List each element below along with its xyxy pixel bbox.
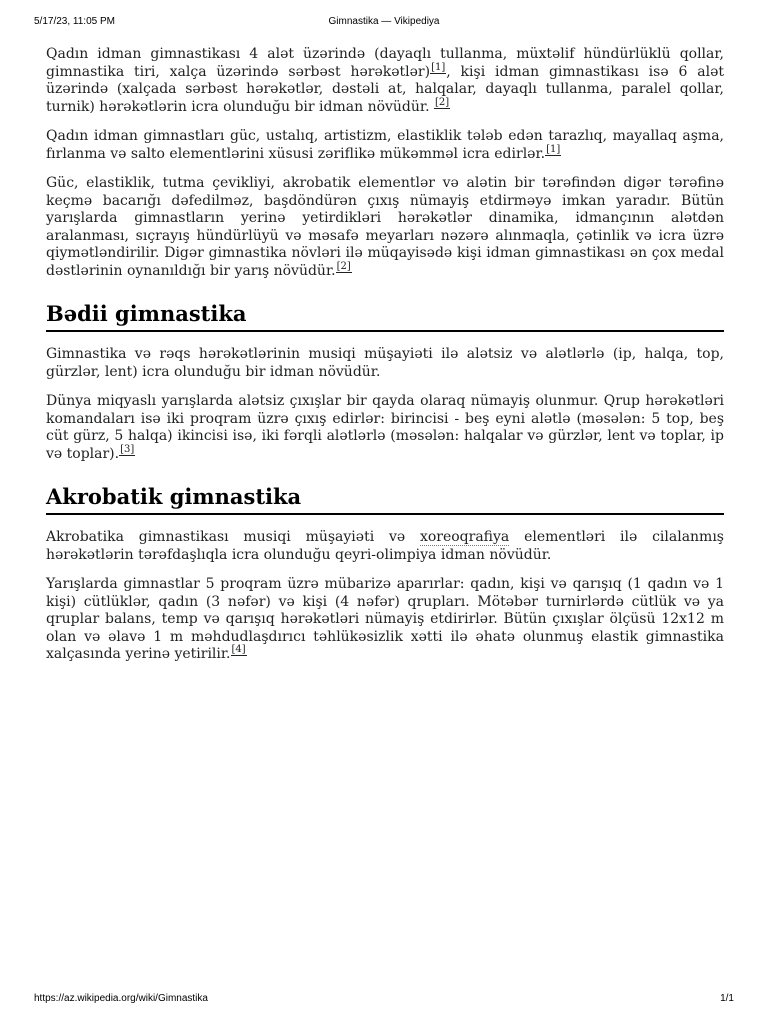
akrobatik-paragraph-1 <box>46 529 724 564</box>
xoreoqrafiya-link[interactable]: xoreoqrafiya <box>419 529 510 545</box>
bedii-p2-text: Dünya miqyaslı yarışlarda alətsiz çıxışlar bir qayda olaraq nümayiş olunmur. Qrup hərəkətləri komandaları isə iki proqram üzrə çıxış edirlər: birincisi - beş eyni alətlə (məsələn: 5 top, beş cüt gürz, 5 halqa) ikincisi isə, iki fərqli alətlərlə (məsələn: halqalar və gürzlər, lent və toplar, ip və toplar). <box>46 393 724 462</box>
citation-3[interactable] <box>119 444 135 456</box>
intro-p2-text: Qadın idman gimnastları güc, ustalıq, artistizm, elastiklik tələb edən tarazlıq, mayallaq aşma, fırlanma və salto elementlərini xüsusi zəriflikə mükəmməl icra edirlər. <box>46 128 724 162</box>
section-heading-bedii: Bədii gimnastika <box>46 300 724 332</box>
akrobatik-p1-text-2: elementləri ilə cilalanmış hərəkətlərin tərəfdaşlıqla icra olunduğu qeyri-olimpiya idman növüdür. <box>46 529 724 563</box>
intro-p1-text: Qadın idman gimnastikası 4 alət üzərində (dayaqlı tullanma, müxtəlif hündürlüklü qollar, gimnastika tiri, xalça üzərində sərbəst hərəkətlər) <box>46 46 724 80</box>
print-page-number: 1/1 <box>720 993 734 1004</box>
citation-4-link[interactable]: [4] <box>231 644 246 656</box>
akrobatik-p2-text: Yarışlarda gimnastlar 5 proqram üzrə mübarizə aparırlar: qadın, kişi və qarışıq (1 qadın və 1 kişi) cütlüklər, qadın (3 nəfər) və kişi (4 nəfər) qrupları. Mötəbər turnirlərdə cütlük və ya qruplar balans, temp və qarışıq hərəkətləri nümayiş etdirirlər. Bütün çıxışlar ölçüsü 12x12 m olan və əlavə 1 m məhdudlaşdırıcı təhlükəsizlik xətti ilə əhatə olunmuş elastik gimnastika xalçasında yerinə yetirilir. <box>46 576 724 662</box>
akrobatik-p1-text: Akrobatika gimnastikası musiqi müşayiəti və <box>46 529 420 545</box>
akrobatik-paragraph-2 <box>46 576 724 664</box>
citation-2[interactable] <box>434 97 450 109</box>
intro-paragraph-2 <box>46 128 724 163</box>
citation-1-link[interactable]: [1] <box>546 143 561 155</box>
citation-2[interactable] <box>336 261 352 273</box>
citation-1[interactable] <box>545 144 561 156</box>
print-datetime: 5/17/23, 11:05 PM <box>34 16 115 27</box>
print-page-title: Gimnastika — Vikipediya <box>328 16 440 27</box>
intro-paragraph-3 <box>46 175 724 280</box>
print-url: https://az.wikipedia.org/wiki/Gimnastika <box>34 993 208 1004</box>
intro-p1-text-2: , kişi idman gimnastikası isə 6 alət üzərində (xalçada sərbəst hərəkətlər, dəstəli at, halqalar, dayaqlı tullanma, paralel qollar, turnik) hərəkətlərin icra olunduğu bir idman növüdür. <box>46 63 724 115</box>
citation-2-link[interactable]: [2] <box>434 96 450 108</box>
bedii-paragraph-1: Gimnastika və rəqs hərəkətlərinin musiqi müşayiəti ilə alətsiz və alətlərlə (ip, halqa, top, gürzlər, lent) icra olunduğu bir idman növüdür. <box>46 346 724 380</box>
bedii-paragraph-2 <box>46 393 724 463</box>
citation-2-link[interactable]: [2] <box>336 260 351 272</box>
section-heading-akrobatik: Akrobatik gimnastika <box>46 483 724 515</box>
citation-1[interactable] <box>430 62 446 74</box>
citation-3-link[interactable]: [3] <box>120 443 135 455</box>
intro-paragraph-1 <box>46 46 724 116</box>
citation-4[interactable] <box>231 644 247 656</box>
article-content <box>46 46 724 676</box>
intro-p3-text: Güc, elastiklik, tutma çevikliyi, akrobatik elementlər və alətin bir tərəfindən digər tərəfinə keçmə bacarığı dəfedilməz, başdöndürən çıxış nümayiş etdirməyə imkan yaradır. Bütün yarışlarda gimnastların yerinə yetirdikləri hərəkətlər dinamika, idmançının alətdən aralanması, sıçrayış hündürlüyü və məsafə meyarları nəzərə alınmaqla, çətinlik və icra üzrə qiymətləndirilir. Digər gimnastika növləri ilə müqayisədə kişi idman gimnastikası ən çox medal dəstlərinin oynanıldığı bir yarış növüdür. <box>46 175 724 279</box>
citation-1-link[interactable]: [1] <box>431 61 446 73</box>
print-header <box>34 16 734 30</box>
print-footer <box>34 993 734 1007</box>
